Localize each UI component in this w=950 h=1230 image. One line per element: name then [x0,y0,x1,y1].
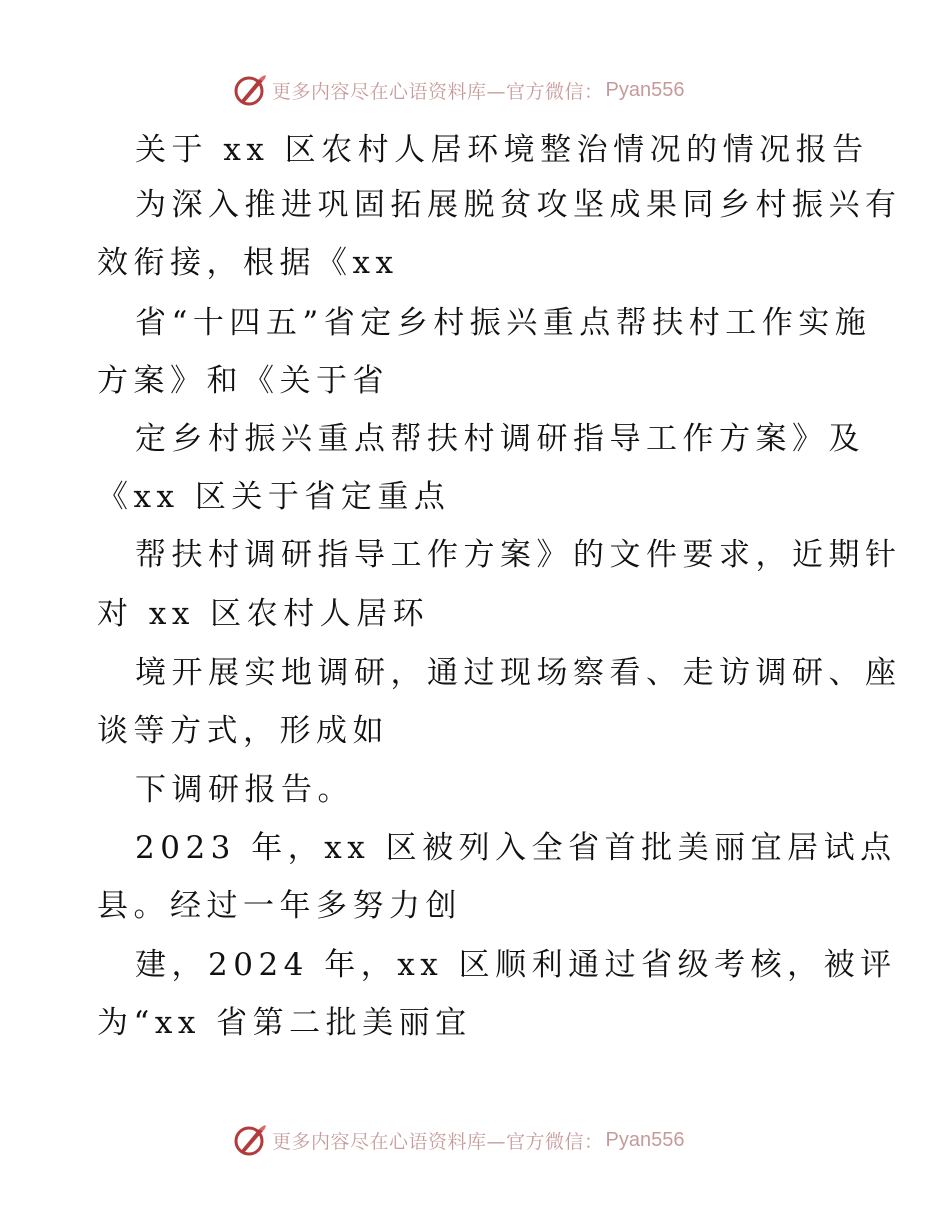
watermark-wechat-id: Pyan556 [605,78,685,101]
watermark-wechat-id: Pyan556 [605,1128,685,1151]
watermark-banner-bottom [232,1120,712,1160]
watermark-text: 更多内容尽在心语资料库—官方微信： [272,80,604,103]
paragraph-line: 定乡村振兴重点帮扶村调研指导工作方案》及 [135,421,865,457]
paragraph-line: 对 xx 区农村人居环 [97,596,430,632]
paragraph-line: 谈等方式，形成如 [97,713,389,749]
paragraph-line: 帮扶村调研指导工作方案》的文件要求，近期针 [135,537,902,573]
quill-logo-icon [232,1122,268,1158]
paragraph-line: 为深入推进巩固拓展脱贫攻坚成果同乡村振兴有 [135,187,902,223]
paragraph-line: 境开展实地调研，通过现场察看、走访调研、座 [135,655,902,691]
paragraph-line: 省“十四五”省定乡村振兴重点帮扶村工作实施 [135,305,872,341]
paragraph-line: 下调研报告。 [135,772,354,808]
paragraph-line: 为“xx 省第二批美丽宜 [97,1005,472,1041]
paragraph-line: 效衔接，根据《xx [97,245,399,281]
paragraph-line: 建，2024 年，xx 区顺利通过省级考核，被评 [135,947,897,983]
paragraph-line: 方案》和《关于省 [97,363,389,399]
watermark-banner-top [232,70,712,110]
quill-logo-icon [232,72,268,108]
paragraph-line: 《xx 区关于省定重点 [97,479,451,515]
paragraph-line: 县。经过一年多努力创 [97,888,462,924]
watermark-text: 更多内容尽在心语资料库—官方微信： [272,1130,604,1153]
paragraph-line: 2023 年，xx 区被列入全省首批美丽宜居试点 [135,830,897,866]
report-title: 关于 xx 区农村人居环境整治情况的情况报告 [135,132,869,168]
